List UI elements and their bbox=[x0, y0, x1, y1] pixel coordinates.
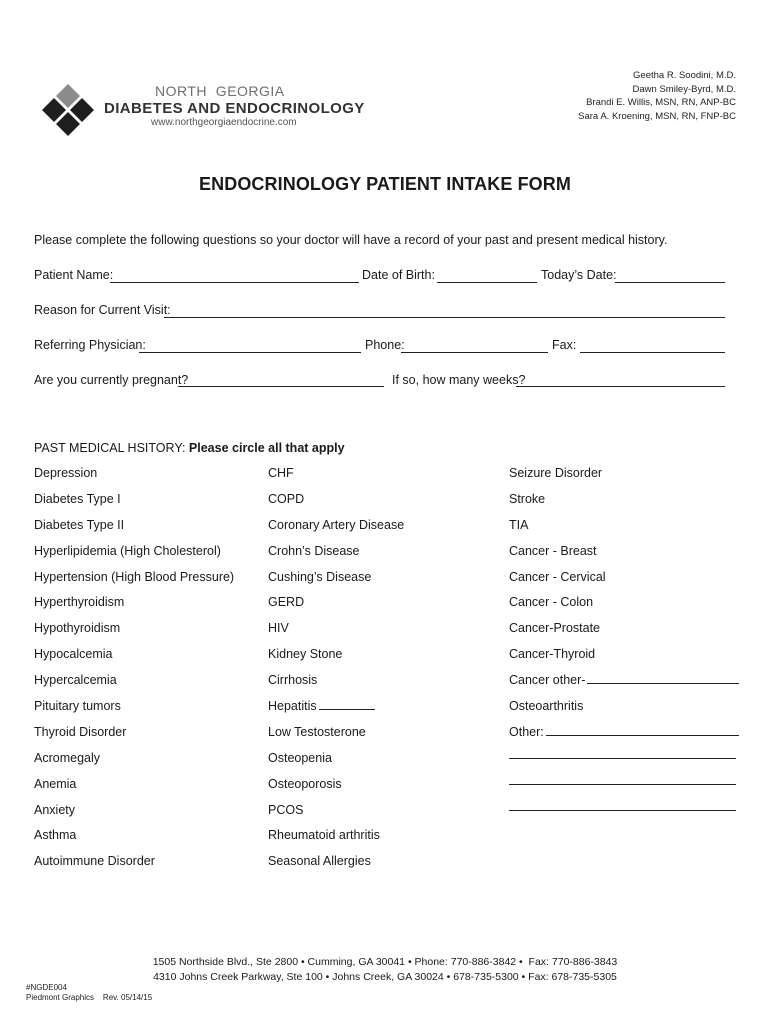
weeks-pregnant-field[interactable] bbox=[516, 386, 725, 387]
footer-addresses bbox=[0, 955, 770, 985]
date-of-birth-label: Date of Birth: bbox=[362, 268, 435, 282]
provider-list bbox=[578, 69, 736, 123]
pregnant-label: Are you currently pregnant? bbox=[34, 373, 189, 387]
additional-condition-field[interactable] bbox=[509, 758, 736, 759]
condition-option[interactable]: Cancer - Breast bbox=[509, 543, 597, 558]
phone-label: Phone: bbox=[365, 338, 405, 352]
logo-text-north-georgia: NORTH GEORGIA bbox=[155, 83, 285, 99]
condition-option[interactable]: Cancer-Thyroid bbox=[509, 647, 596, 662]
condition-option[interactable]: PCOS bbox=[268, 802, 304, 817]
blank-line-item bbox=[509, 777, 739, 803]
condition-option[interactable]: Diabetes Type I bbox=[34, 491, 121, 506]
todays-date-label: Today’s Date: bbox=[541, 268, 617, 282]
history-heading-instruction: Please circle all that apply bbox=[188, 441, 345, 455]
condition-option[interactable]: Hyperthyroidism bbox=[34, 595, 125, 610]
condition-option[interactable]: Kidney Stone bbox=[268, 647, 343, 662]
additional-condition-field[interactable] bbox=[509, 784, 736, 785]
condition-option[interactable]: Thyroid Disorder bbox=[34, 724, 127, 739]
additional-condition-field[interactable] bbox=[509, 810, 736, 811]
condition-option[interactable]: Pituitary tumors bbox=[34, 699, 121, 714]
condition-option[interactable]: Diabetes Type II bbox=[34, 517, 125, 532]
weeks-pregnant-label: If so, how many weeks? bbox=[392, 373, 526, 387]
condition-option[interactable]: Osteoporosis bbox=[268, 776, 342, 791]
condition-option[interactable]: COPD bbox=[268, 491, 305, 506]
fax-label: Fax: bbox=[552, 338, 577, 352]
condition-option[interactable]: Cushing’s Disease bbox=[268, 569, 372, 584]
provider-name: Sara A. Kroening, MSN, RN, FNP-BC bbox=[578, 110, 736, 122]
condition-option[interactable]: Acromegaly bbox=[34, 750, 100, 765]
footer-address-johns-creek: 4310 Johns Creek Parkway, Ste 100 • Johns Creek, GA 30024 • 678-735-5300 • Fax: 678-735-5305 bbox=[153, 971, 617, 983]
history-column-1 bbox=[34, 466, 234, 880]
condition-option[interactable]: Osteopenia bbox=[268, 750, 332, 765]
condition-option[interactable]: Crohn’s Disease bbox=[268, 543, 360, 558]
reason-for-visit-field[interactable] bbox=[164, 317, 725, 318]
condition-option[interactable]: Low Testosterone bbox=[268, 724, 366, 739]
form-instructions: Please complete the following questions so your doctor will have a record of your past and present medical history. bbox=[34, 233, 668, 247]
todays-date-field[interactable] bbox=[615, 282, 725, 283]
condition-option[interactable]: Cancer - Cervical bbox=[509, 569, 606, 584]
condition-option[interactable]: HIV bbox=[268, 621, 289, 636]
condition-option[interactable]: Hypertension (High Blood Pressure) bbox=[34, 569, 235, 584]
condition-option[interactable]: Anemia bbox=[34, 776, 77, 791]
condition-option[interactable]: Hypercalcemia bbox=[34, 673, 117, 688]
phone-field[interactable] bbox=[401, 352, 548, 353]
form-number: #NGDE004 bbox=[26, 983, 67, 992]
referring-physician-label: Referring Physician: bbox=[34, 338, 146, 352]
condition-option[interactable]: Asthma bbox=[34, 828, 77, 843]
condition-option-other[interactable] bbox=[509, 725, 739, 751]
condition-option[interactable]: Cancer-Prostate bbox=[509, 621, 601, 636]
condition-option[interactable]: TIA bbox=[509, 517, 529, 532]
condition-label: Cancer other- bbox=[509, 673, 586, 688]
history-column-2 bbox=[268, 466, 404, 880]
blank-line-item bbox=[509, 751, 739, 777]
form-revision: Piedmont Graphics Rev. 05/14/15 bbox=[26, 993, 153, 1002]
history-column-3 bbox=[509, 466, 739, 828]
practice-logo-mark bbox=[36, 82, 100, 142]
condition-option[interactable]: Hyperlipidemia (High Cholesterol) bbox=[34, 543, 221, 558]
condition-label: Other: bbox=[509, 724, 544, 739]
condition-option[interactable]: Osteoarthritis bbox=[509, 699, 584, 714]
condition-option-cancer-other[interactable] bbox=[509, 673, 739, 699]
condition-option[interactable]: Depression bbox=[34, 466, 98, 480]
logo-text-practice-name: DIABETES AND ENDOCRINOLOGY bbox=[104, 100, 365, 117]
condition-option[interactable]: Seasonal Allergies bbox=[268, 854, 371, 869]
cancer-other-field[interactable] bbox=[587, 683, 739, 684]
condition-option[interactable]: Hypocalcemia bbox=[34, 647, 113, 662]
condition-option[interactable]: Cancer - Colon bbox=[509, 595, 594, 610]
other-condition-field[interactable] bbox=[546, 735, 739, 736]
condition-option[interactable]: Coronary Artery Disease bbox=[268, 517, 405, 532]
reason-for-visit-label: Reason for Current Visit: bbox=[34, 303, 171, 317]
condition-option[interactable]: Seizure Disorder bbox=[509, 466, 603, 480]
past-medical-history-heading bbox=[34, 441, 345, 455]
condition-label: Hepatitis bbox=[268, 699, 317, 714]
provider-name: Dawn Smiley-Byrd, M.D. bbox=[632, 83, 736, 95]
blank-line-item bbox=[509, 803, 739, 829]
condition-option[interactable]: Stroke bbox=[509, 491, 546, 506]
referring-physician-field[interactable] bbox=[139, 352, 361, 353]
fax-field[interactable] bbox=[580, 352, 725, 353]
provider-name: Brandi E. Willis, MSN, RN, ANP-BC bbox=[586, 97, 736, 108]
date-of-birth-field[interactable] bbox=[437, 282, 537, 283]
history-heading-text: PAST MEDICAL HSITORY: bbox=[34, 441, 189, 455]
condition-option[interactable]: Cirrhosis bbox=[268, 673, 318, 688]
logo-website: www.northgeorgiaendocrine.com bbox=[151, 117, 297, 128]
condition-option[interactable]: CHF bbox=[268, 466, 294, 480]
form-title: ENDOCRINOLOGY PATIENT INTAKE FORM bbox=[199, 174, 571, 194]
condition-option[interactable]: Autoimmune Disorder bbox=[34, 854, 155, 869]
provider-name: Geetha R. Soodini, M.D. bbox=[633, 70, 736, 81]
condition-option-hepatitis[interactable] bbox=[268, 699, 404, 725]
condition-option[interactable]: GERD bbox=[268, 595, 305, 610]
patient-name-field[interactable] bbox=[110, 282, 359, 283]
footer-address-cumming: 1505 Northside Blvd., Ste 2800 • Cumming, GA 30041 • Phone: 770-886-3842 • Fax: 770-886-3843 bbox=[152, 956, 618, 968]
patient-name-label: Patient Name: bbox=[34, 268, 114, 282]
pregnant-field[interactable] bbox=[178, 386, 384, 387]
condition-option[interactable]: Anxiety bbox=[34, 802, 75, 817]
condition-option[interactable]: Rheumatoid arthritis bbox=[268, 828, 380, 843]
condition-option[interactable]: Hypothyroidism bbox=[34, 621, 121, 636]
hepatitis-type-field[interactable] bbox=[319, 709, 375, 710]
form-code bbox=[26, 983, 152, 1003]
